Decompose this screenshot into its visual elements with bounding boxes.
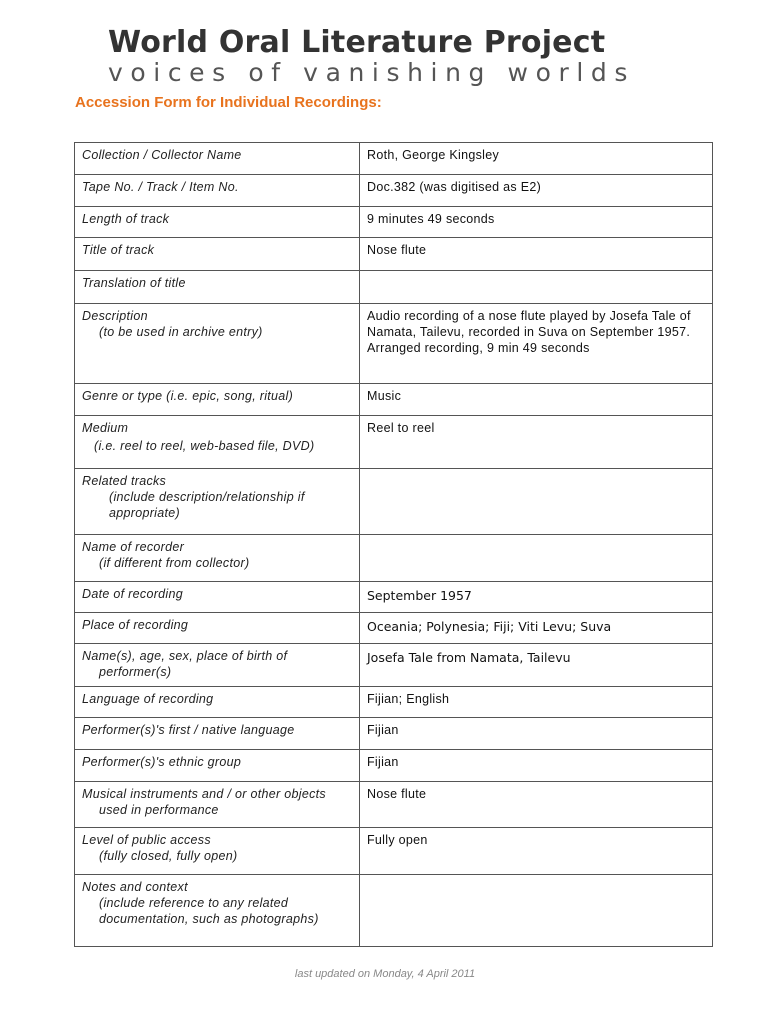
field-label-hint: (include description/relationship if appropriate) xyxy=(109,490,305,520)
field-label: Translation of title xyxy=(82,276,186,290)
field-label: Name(s), age, sex, place of birth of xyxy=(82,649,288,663)
form-row-title-of-track xyxy=(75,238,713,271)
field-label: Musical instruments and / or other objects xyxy=(82,787,326,801)
field-value: Fijian xyxy=(367,755,399,769)
value-cell[interactable] xyxy=(360,644,713,687)
value-cell[interactable] xyxy=(360,304,713,384)
field-label-hint: (include reference to any related documentation, such as photographs) xyxy=(99,896,319,926)
label-cell xyxy=(75,687,360,718)
form-heading: Accession Form for Individual Recordings: xyxy=(75,94,382,111)
field-label: Length of track xyxy=(82,212,170,226)
field-label-hint: (fully closed, fully open) xyxy=(99,849,238,863)
label-cell xyxy=(75,535,360,582)
value-cell[interactable] xyxy=(360,238,713,271)
field-value: Roth, George Kingsley xyxy=(367,148,500,162)
value-cell[interactable] xyxy=(360,469,713,535)
value-cell[interactable] xyxy=(360,535,713,582)
form-row-place-of-recording xyxy=(75,613,713,644)
field-value: September 1957 xyxy=(367,588,472,603)
label-cell xyxy=(75,828,360,875)
field-value: Music xyxy=(367,389,402,403)
field-value: Audio recording of a nose flute played by Josefa Tale of Namata, Tailevu, recorded in Suva on September 1957. Arranged recording, 9 min 49 seconds xyxy=(367,309,691,355)
label-cell xyxy=(75,207,360,238)
value-cell[interactable] xyxy=(360,875,713,947)
label-cell xyxy=(75,175,360,207)
value-cell[interactable] xyxy=(360,613,713,644)
label-cell xyxy=(75,750,360,782)
field-label: Title of track xyxy=(82,243,155,257)
value-cell[interactable] xyxy=(360,207,713,238)
field-label: Place of recording xyxy=(82,618,189,632)
field-value: Oceania; Polynesia; Fiji; Viti Levu; Suva xyxy=(367,619,612,634)
label-cell xyxy=(75,782,360,828)
field-label: Name of recorder xyxy=(82,540,185,554)
label-cell xyxy=(75,875,360,947)
field-label-hint: (if different from collector) xyxy=(99,556,250,570)
field-label: Description xyxy=(82,309,148,323)
label-cell xyxy=(75,613,360,644)
label-cell xyxy=(75,304,360,384)
label-cell xyxy=(75,582,360,613)
field-label-hint: performer(s) xyxy=(99,665,172,679)
label-cell xyxy=(75,384,360,416)
field-value: 9 minutes 49 seconds xyxy=(367,212,495,226)
field-label: Performer(s)'s ethnic group xyxy=(82,755,242,769)
value-cell[interactable] xyxy=(360,750,713,782)
value-cell[interactable] xyxy=(360,384,713,416)
form-row-date-of-recording xyxy=(75,582,713,613)
form-row-translation-of-title xyxy=(75,271,713,304)
value-cell[interactable] xyxy=(360,271,713,304)
form-row-performer-native-language xyxy=(75,718,713,750)
accession-form-table xyxy=(74,142,713,947)
form-row-description xyxy=(75,304,713,384)
field-label-hint: (to be used in archive entry) xyxy=(99,325,263,339)
form-row-name-of-recorder xyxy=(75,535,713,582)
field-label: Language of recording xyxy=(82,692,214,706)
field-label: Performer(s)'s first / native language xyxy=(82,723,295,737)
form-row-level-of-public-access xyxy=(75,828,713,875)
form-row-language-of-recording xyxy=(75,687,713,718)
form-row-performer-details xyxy=(75,644,713,687)
form-row-musical-instruments xyxy=(75,782,713,828)
field-value: Reel to reel xyxy=(367,421,435,435)
label-cell xyxy=(75,143,360,175)
value-cell[interactable] xyxy=(360,782,713,828)
field-label: Collection / Collector Name xyxy=(82,148,242,162)
field-value: Fijian xyxy=(367,723,399,737)
value-cell[interactable] xyxy=(360,143,713,175)
value-cell[interactable] xyxy=(360,718,713,750)
footer-last-updated: last updated on Monday, 4 April 2011 xyxy=(294,968,476,980)
label-cell xyxy=(75,271,360,304)
value-cell[interactable] xyxy=(360,687,713,718)
label-cell xyxy=(75,644,360,687)
logo-title: World Oral Literature Project xyxy=(108,25,606,60)
form-row-length-of-track xyxy=(75,207,713,238)
field-label-hint: used in performance xyxy=(99,803,219,817)
form-row-notes-and-context xyxy=(75,875,713,947)
form-row-related-tracks xyxy=(75,469,713,535)
field-label: Related tracks xyxy=(82,474,167,488)
label-cell xyxy=(75,718,360,750)
field-value: Josefa Tale from Namata, Tailevu xyxy=(367,650,571,665)
field-label: Medium xyxy=(82,421,129,435)
value-cell[interactable] xyxy=(360,828,713,875)
field-value: Nose flute xyxy=(367,787,427,801)
value-cell[interactable] xyxy=(360,582,713,613)
form-row-genre-or-type xyxy=(75,384,713,416)
field-value: Fully open xyxy=(367,833,428,847)
logo-subtitle: voices of vanishing worlds xyxy=(108,58,636,87)
project-logo xyxy=(108,26,668,87)
field-label: Tape No. / Track / Item No. xyxy=(82,180,239,194)
field-value: Fijian; English xyxy=(367,692,450,706)
field-label-hint: (i.e. reel to reel, web-based file, DVD) xyxy=(94,439,315,453)
form-row-medium xyxy=(75,416,713,469)
label-cell xyxy=(75,238,360,271)
field-label: Date of recording xyxy=(82,587,183,601)
field-label: Genre or type (i.e. epic, song, ritual) xyxy=(82,389,294,403)
label-cell xyxy=(75,469,360,535)
form-row-collection-collector-name xyxy=(75,143,713,175)
value-cell[interactable] xyxy=(360,175,713,207)
field-value: Nose flute xyxy=(367,243,427,257)
value-cell[interactable] xyxy=(360,416,713,469)
form-row-performer-ethnic-group xyxy=(75,750,713,782)
label-cell xyxy=(75,416,360,469)
field-label: Notes and context xyxy=(82,880,188,894)
field-value: Doc.382 (was digitised as E2) xyxy=(367,180,542,194)
form-row-tape-track-item-no xyxy=(75,175,713,207)
field-label: Level of public access xyxy=(82,833,211,847)
